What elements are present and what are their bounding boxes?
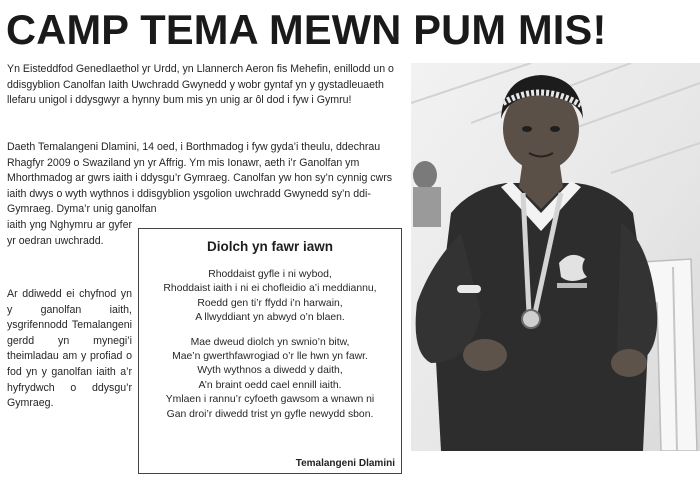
article-paragraph-1: Yn Eisteddfod Genedlaethol yr Urdd, yn Llannerch Aeron fis Mehefin, enillodd un o ddisgyblion Canolfan Iaith Uwchradd Gwynedd y wobr gyntaf yn y gystadleuaeth llefaru unigol i ddysgwyr a hynny bum mis yn unig ar ôl dod i fyw i Gymru! (7, 63, 394, 107)
medal (522, 310, 540, 328)
poem-line: Ymlaen i rannu’r cyfoeth gawsom a wnawn ni (165, 394, 375, 406)
student-hand (463, 339, 507, 371)
poem-stanza-1 (139, 268, 401, 326)
student-eye (522, 126, 532, 132)
article-paragraph-2-tail: iaith yng Nghymru ar gyfer yr oedran uwchradd. (7, 218, 132, 247)
article-paragraph-2-lead: Daeth Temalangeni Dlamini, 14 oed, i Borthmadog i fyw gyda’i theulu, ddechrau Rhagfyr 2009 o Swaziland yn yr Affrig. Ym mis Ionawr, aeth i’r Ganolfan ym Mhorthmadog ar gwrs iaith i ddysgu’r Gymraeg. Canolfan yw hon sy’n cynnig cwrs iaith dwys o wyth wythnos i ddisgyblion ysgolion uwchradd Gwynedd sy’n ddi-Gymraeg. Dyma’r unig ganolfan (7, 141, 393, 216)
bracelet (457, 285, 481, 293)
school-logo-text-mark (557, 283, 587, 288)
poem-box (138, 228, 402, 474)
poem-author: Temalangeni Dlamini (295, 458, 395, 469)
poem-line: Gan droi’r diwedd trist yn gyfle newydd sbon. (166, 408, 374, 420)
poem-line: A’n braint oedd cael ennill iaith. (198, 379, 342, 391)
poem-line: Rhoddaist gyfle i ni wybod, (208, 269, 332, 280)
headline: CAMP TEMA MEWN PUM MIS! (6, 6, 607, 53)
student-eye (550, 126, 560, 132)
background-person (413, 161, 437, 189)
student-hand (611, 349, 647, 377)
poem-line: Rhoddaist iaith i ni ei chofleidio a’i meddiannu, (163, 283, 377, 295)
student-photo-illustration (411, 63, 700, 451)
article-paragraph-3: Ar ddiwedd ei chyfnod yn y ganolfan iaith, ysgrifennodd Temalangeni gerdd yn mynegi’i theimladau am y profiad o fod yn y ganolfan iaith a’r hyfrydwch o ddysgu’r Gymraeg. (7, 288, 132, 410)
poem-line: A llwyddiant yn abwyd o’n blaen. (195, 312, 345, 324)
poem-title: Diolch yn fawr iawn (206, 239, 334, 254)
background-person-body (413, 187, 441, 227)
poem-line: Wyth wythnos a diwedd y daith, (197, 365, 343, 377)
poem-line: Mae dweud diolch yn swnio’n bitw, (190, 336, 350, 348)
poem-line: Mae’n gwerthfawrogiad o’r lle hwn yn fawr. (172, 351, 368, 363)
student-photo (411, 63, 700, 451)
poem-stanza-2 (139, 336, 401, 422)
poem-line: Roedd gen ti’r ffydd i’n harwain, (197, 297, 343, 309)
